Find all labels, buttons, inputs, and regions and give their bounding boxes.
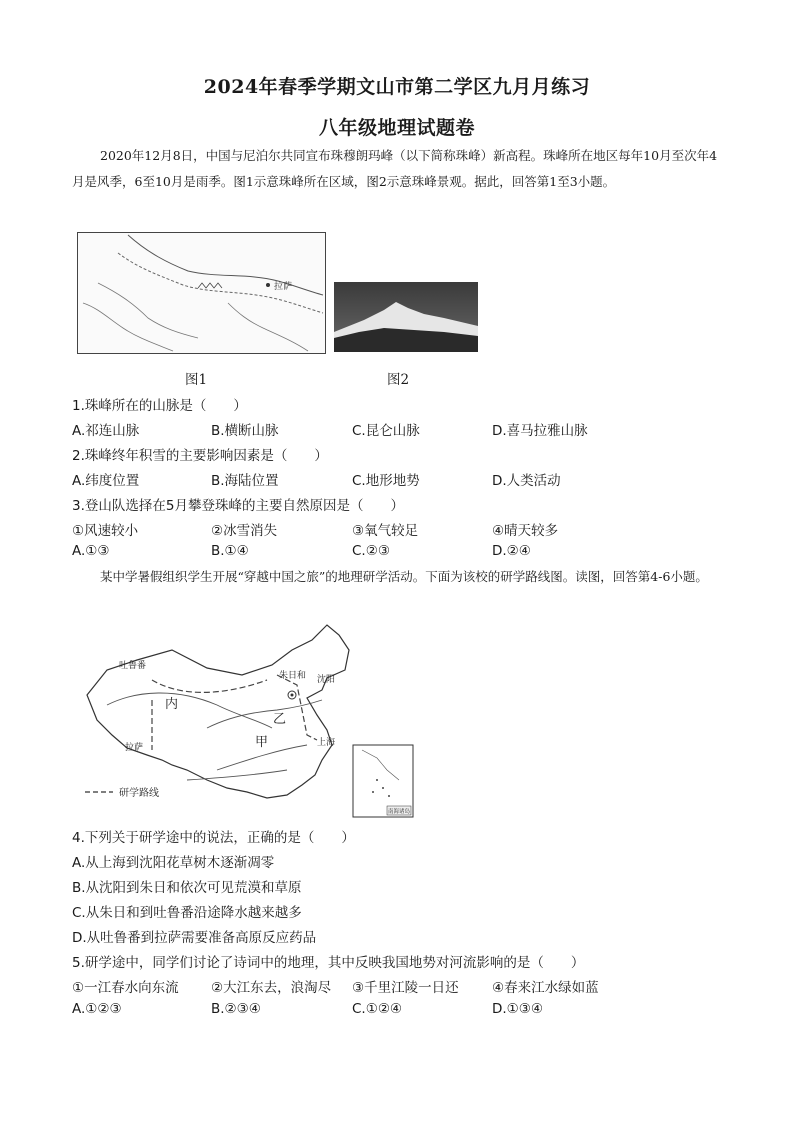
q2-option-a[interactable]: A.纬度位置 — [72, 473, 140, 489]
q4-option-c[interactable]: C.从朱日和到吐鲁番沿途降水越来越多 — [72, 905, 302, 921]
route-map — [77, 620, 417, 820]
q5-option-a[interactable]: A.①②③ — [72, 1001, 122, 1017]
q4-option-d[interactable]: D.从吐鲁番到拉萨需要准备高原反应药品 — [72, 930, 317, 946]
fig1-lhasa-label: 拉萨 — [274, 282, 293, 292]
q3-choice-1: ①风速较小 — [72, 523, 139, 539]
q2-option-d[interactable]: D.人类活动 — [492, 473, 561, 489]
q3-option-b[interactable]: B.①④ — [211, 543, 249, 559]
exam-title: 2024年春季学期文山市第二学区九月月练习 — [203, 76, 591, 98]
figure-1-map-drawing — [78, 233, 325, 353]
intro-paragraph-1: 2020年12月8日，中国与尼泊尔共同宣布珠穆朗玛峰（以下简称珠峰）新高程。珠峰所在地区每年10月至次年4月是风季，6至10月是雨季。图1示意珠峰所在区域，图2示意珠峰景观。据此，回答第1至3小题。 — [72, 148, 718, 189]
q3-option-c[interactable]: C.②③ — [352, 543, 390, 559]
map-label-lhasa: 拉萨 — [125, 743, 144, 753]
q1-option-c[interactable]: C.昆仑山脉 — [352, 423, 420, 439]
q1-option-d[interactable]: D.喜马拉雅山脉 — [492, 423, 588, 439]
route-map-drawing — [77, 620, 417, 820]
q5-choice-2: ②大江东去，浪淘尽 — [211, 980, 332, 996]
figure-2-caption: 图2 — [387, 372, 410, 388]
q4-option-a[interactable]: A.从上海到沈阳花草树木逐渐凋零 — [72, 855, 275, 871]
figure-2-photo-drawing — [334, 282, 478, 352]
q5-option-d[interactable]: D.①③④ — [492, 1001, 543, 1017]
map-label-jia: 甲 — [255, 735, 269, 750]
q3-option-d[interactable]: D.②④ — [492, 543, 531, 559]
map-label-zhurihe: 朱日和 — [279, 671, 307, 681]
question-1-stem: 1.珠峰所在的山脉是（ ） — [72, 398, 247, 414]
q5-choice-1: ①一江春水向东流 — [72, 980, 179, 996]
exam-subtitle: 八年级地理试题卷 — [318, 117, 475, 139]
map-label-nei: 内 — [165, 697, 179, 712]
map-label-shenyang: 沈阳 — [317, 675, 336, 685]
q2-option-c[interactable]: C.地形地势 — [352, 473, 420, 489]
figure-2-photo — [334, 282, 478, 352]
question-5-stem: 5.研学途中，同学们讨论了诗词中的地理，其中反映我国地势对河流影响的是（ ） — [72, 955, 585, 971]
q2-option-b[interactable]: B.海陆位置 — [211, 473, 279, 489]
q5-choice-3: ③千里江陵一日还 — [352, 980, 459, 996]
map-legend-route: 研学路线 — [119, 788, 159, 799]
q5-choice-4: ④春来江水绿如蓝 — [492, 980, 599, 996]
question-2-stem: 2.珠峰终年积雪的主要影响因素是（ ） — [72, 448, 328, 464]
q5-option-b[interactable]: B.②③④ — [211, 1001, 261, 1017]
q3-choice-4: ④晴天较多 — [492, 523, 559, 539]
q3-option-a[interactable]: A.①③ — [72, 543, 110, 559]
q5-option-c[interactable]: C.①②④ — [352, 1001, 403, 1017]
q1-option-a[interactable]: A.祁连山脉 — [72, 423, 140, 439]
intro-paragraph-2: 某中学暑假组织学生开展“穿越中国之旅”的地理研学活动。下面为该校的研学路线图。读图，回答第4-6小题。 — [100, 569, 708, 584]
map-label-turpan: 吐鲁番 — [119, 661, 147, 671]
q4-option-b[interactable]: B.从沈阳到朱日和依次可见荒漠和草原 — [72, 880, 302, 896]
map-label-shanghai: 上海 — [317, 738, 336, 748]
map-label-yi: 乙 — [273, 712, 287, 727]
q3-choice-3: ③氧气较足 — [352, 523, 419, 539]
question-4-stem: 4.下列关于研学途中的说法，正确的是（ ） — [72, 830, 355, 846]
inset-label: 南海诸岛 — [388, 809, 411, 815]
q3-choice-2: ②冰雪消失 — [211, 523, 278, 539]
question-3-stem: 3.登山队选择在5月攀登珠峰的主要自然原因是（ ） — [72, 498, 404, 514]
figure-1-caption: 图1 — [185, 372, 208, 388]
q1-option-b[interactable]: B.横断山脉 — [211, 423, 279, 439]
figure-1-map — [77, 232, 326, 354]
